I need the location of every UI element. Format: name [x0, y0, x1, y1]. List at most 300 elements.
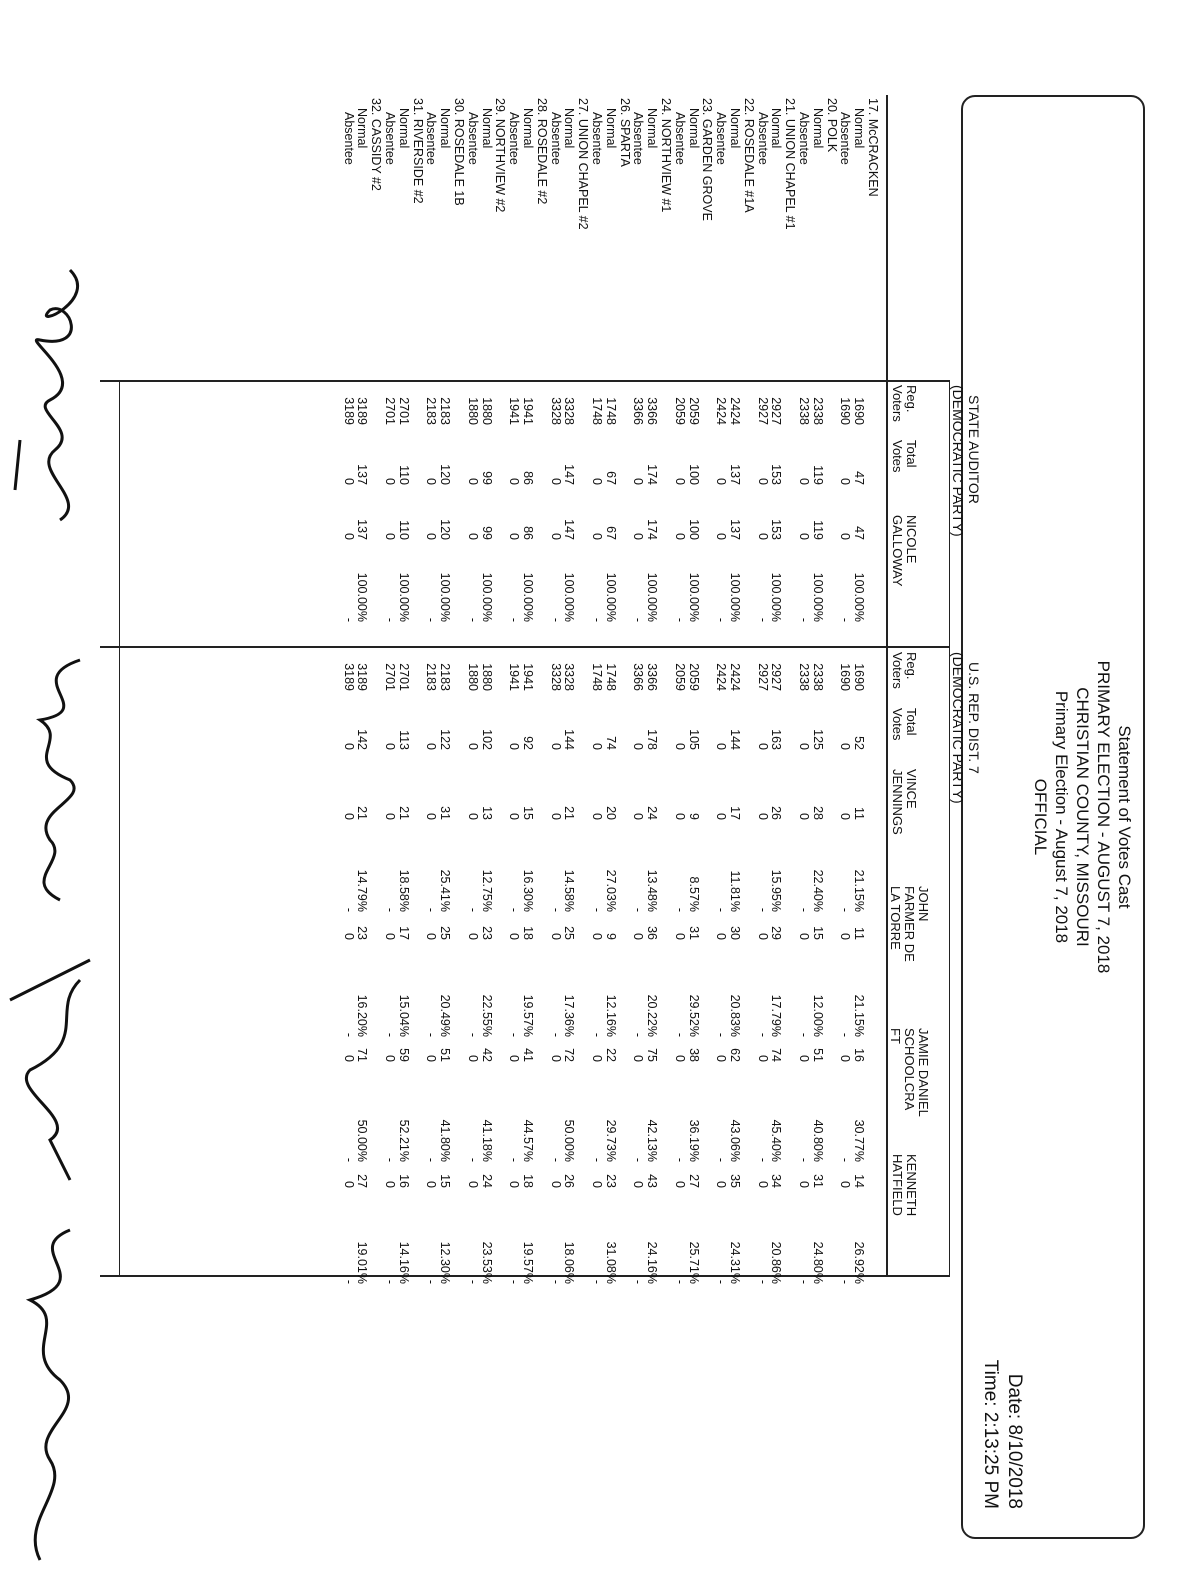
total-votes: 52	[852, 736, 867, 750]
candidate-percent: 17.79%	[769, 994, 784, 1037]
contest2-total-header: Total Votes	[890, 708, 919, 741]
reg-voters: 2338	[797, 397, 811, 425]
total-votes: 102	[479, 729, 494, 750]
reg-voters: 1941	[521, 397, 535, 425]
precinct-name: 24. NORTHVIEW #1	[659, 98, 673, 213]
contest1-reg-header: Reg. Voters	[890, 385, 919, 422]
candidate-votes: 0	[797, 533, 811, 540]
candidate-votes: 0	[507, 813, 522, 820]
candidate-percent: 50.00%	[562, 1119, 577, 1162]
candidate-votes: 0	[755, 933, 770, 940]
candidate-percent: -	[424, 617, 439, 622]
total-votes: 0	[548, 478, 563, 485]
candidate-votes: 17	[396, 926, 411, 940]
total-votes: 120	[438, 464, 453, 485]
candidate-votes: 29	[769, 926, 784, 940]
candidate-percent: -	[465, 1157, 480, 1162]
candidate-percent: 100.00%	[728, 572, 742, 622]
reg-voters: 1748	[603, 663, 618, 691]
precinct-name: 20. POLK	[824, 98, 839, 153]
reg-voters: 2059	[672, 397, 687, 425]
candidate-votes: 0	[755, 1181, 770, 1188]
candidate-percent: 17.36%	[562, 994, 577, 1037]
candidate-percent: 14.58%	[562, 869, 577, 912]
candidate-votes: 0	[672, 1055, 687, 1062]
candidate-votes: 0	[797, 813, 811, 820]
total-votes: 163	[769, 729, 784, 750]
reg-voters: 2059	[686, 397, 701, 425]
candidate-votes: 0	[507, 1055, 522, 1062]
contest2-title: U.S. REP. DIST. 7	[966, 662, 982, 774]
candidate-percent: -	[424, 1032, 439, 1037]
row-type: Absentee	[341, 112, 356, 165]
candidate-percent: -	[797, 907, 811, 912]
candidate-percent: 23.53%	[479, 1241, 494, 1284]
row-type: Normal	[355, 108, 370, 149]
candidate-percent: 21.15%	[852, 869, 867, 912]
candidate-percent: 25.71%	[686, 1241, 701, 1284]
candidate-votes: 0	[548, 1181, 563, 1188]
candidate-votes: 0	[465, 1055, 480, 1062]
candidate-percent: -	[755, 1157, 770, 1162]
total-votes: 0	[672, 478, 687, 485]
reg-voters: 2183	[424, 663, 439, 691]
signature-3	[10, 960, 90, 1180]
candidate-votes: 0	[383, 1181, 397, 1188]
candidate-percent: 22.55%	[479, 994, 494, 1037]
reg-voters: 2701	[383, 397, 397, 425]
candidate-percent: -	[797, 1032, 811, 1037]
candidate-votes: 0	[424, 533, 439, 540]
candidate-percent: -	[631, 617, 646, 622]
reg-voters: 1690	[838, 397, 853, 425]
reg-voters: 1880	[465, 397, 480, 425]
reg-voters: 2338	[810, 663, 825, 691]
header-rule	[886, 95, 888, 1275]
candidate-votes: 0	[714, 533, 729, 540]
total-votes: 0	[424, 478, 439, 485]
reg-voters: 2183	[438, 663, 453, 691]
reg-voters: 2701	[396, 663, 411, 691]
total-votes: 125	[810, 729, 825, 750]
candidate-votes: 0	[797, 1181, 811, 1188]
candidate-votes: 74	[769, 1048, 784, 1062]
contest2-party: (DEMOCRATIC PARTY)	[950, 652, 966, 804]
candidate-votes: 174	[645, 519, 660, 540]
candidate-percent: -	[631, 907, 646, 912]
candidate-percent: 12.16%	[603, 994, 618, 1037]
reg-voters: 1941	[507, 663, 522, 691]
report-title-line: Statement of Votes Cast	[1115, 725, 1134, 909]
contest1-total-header: Total Votes	[890, 440, 919, 473]
row-type: Normal	[645, 108, 660, 149]
candidate-percent: -	[797, 617, 811, 622]
candidate-percent: -	[465, 617, 480, 622]
candidate-votes: 25	[562, 926, 577, 940]
candidate-votes: 18	[521, 1174, 535, 1188]
candidate-header-schoolcraft: JAMIE DANIEL SCHOOLCRA FT	[888, 1028, 931, 1117]
candidate-votes: 51	[438, 1048, 453, 1062]
candidate-votes: 153	[769, 519, 784, 540]
total-votes: 0	[797, 743, 811, 750]
candidate-percent: -	[507, 1157, 522, 1162]
precinct-name: 28. ROSEDALE #2	[534, 98, 549, 205]
row-type: Absentee	[590, 112, 604, 165]
candidate-percent: -	[341, 1032, 356, 1037]
candidate-votes: 20	[603, 806, 618, 820]
reg-voters: 1880	[479, 663, 494, 691]
candidate-votes: 0	[341, 533, 356, 540]
candidate-percent: 25.41%	[438, 869, 453, 912]
candidate-percent: -	[590, 907, 604, 912]
candidate-votes: 0	[672, 933, 687, 940]
candidate-votes: 86	[521, 526, 535, 540]
candidate-votes: 0	[838, 533, 853, 540]
candidate-percent: -	[548, 1157, 563, 1162]
candidate-percent: -	[590, 1157, 604, 1162]
total-votes: 137	[355, 464, 370, 485]
candidate-votes: 0	[383, 933, 397, 940]
candidate-percent: 12.30%	[438, 1241, 453, 1284]
candidate-votes: 0	[424, 813, 439, 820]
row-type: Absentee	[383, 112, 397, 165]
report-title-line: OFFICIAL	[1031, 778, 1050, 856]
total-votes: 144	[562, 729, 577, 750]
candidate-percent: -	[507, 1279, 522, 1284]
reg-voters: 2424	[728, 397, 742, 425]
reg-voters: 2424	[728, 663, 742, 691]
candidate-votes: 0	[590, 813, 604, 820]
total-votes: 0	[341, 478, 356, 485]
total-votes: 99	[479, 471, 494, 485]
candidate-votes: 0	[631, 533, 646, 540]
candidate-votes: 38	[686, 1048, 701, 1062]
candidate-percent: 36.19%	[686, 1119, 701, 1162]
total-votes: 74	[603, 736, 618, 750]
candidate-votes: 0	[631, 1055, 646, 1062]
candidate-votes: 137	[728, 519, 742, 540]
candidate-votes: 137	[355, 519, 370, 540]
candidate-votes: 0	[341, 1055, 356, 1062]
candidate-votes: 24	[479, 1174, 494, 1188]
total-votes: 0	[631, 478, 646, 485]
candidate-percent: 20.49%	[438, 994, 453, 1037]
contest1-party: (DEMOCRATIC PARTY)	[950, 385, 966, 537]
row-type: Normal	[603, 108, 618, 149]
candidate-votes: 15	[521, 806, 535, 820]
candidate-votes: 9	[603, 933, 618, 940]
candidate-percent: 24.16%	[645, 1241, 660, 1284]
candidate-percent: -	[341, 617, 356, 622]
candidate-percent: -	[548, 617, 563, 622]
candidate-percent: 14.16%	[396, 1241, 411, 1284]
total-votes: 0	[714, 478, 729, 485]
candidate-votes: 14	[852, 1174, 867, 1188]
candidate-votes: 31	[686, 926, 701, 940]
candidate-percent: -	[590, 1279, 604, 1284]
candidate-percent: -	[548, 907, 563, 912]
candidate-header-hatfield: KENNETH HATFIELD	[890, 1154, 919, 1217]
total-votes: 105	[686, 729, 701, 750]
candidate-percent: 100.00%	[852, 572, 867, 622]
candidate-votes: 119	[810, 520, 825, 540]
row-type: Normal	[810, 108, 825, 149]
candidate-percent: 24.80%	[810, 1241, 825, 1284]
reg-voters: 1748	[590, 397, 604, 425]
reg-voters: 2927	[769, 397, 784, 425]
candidate-votes: 0	[714, 813, 729, 820]
candidate-percent: 100.00%	[521, 572, 535, 622]
total-votes: 0	[507, 743, 522, 750]
candidate-votes: 23	[603, 1174, 618, 1188]
candidate-votes: 21	[396, 806, 411, 820]
row-type: Normal	[562, 108, 577, 149]
candidate-votes: 100	[686, 519, 701, 540]
candidate-votes: 21	[562, 806, 577, 820]
candidate-percent: 50.00%	[355, 1119, 370, 1162]
candidate-votes: 35	[728, 1174, 742, 1188]
candidate-percent: -	[797, 1157, 811, 1162]
candidate-percent: -	[714, 1157, 729, 1162]
candidate-votes: 72	[562, 1048, 577, 1062]
rule-bottom	[119, 380, 120, 1276]
candidate-header-latorre: JOHN FARMER DE LA TORRE	[888, 886, 931, 962]
total-votes: 137	[728, 464, 742, 485]
candidate-votes: 110	[396, 520, 411, 540]
total-votes: 0	[424, 743, 439, 750]
candidate-votes: 0	[341, 1181, 356, 1188]
candidate-votes: 15	[810, 926, 825, 940]
total-votes: 119	[810, 465, 825, 485]
candidate-percent: -	[714, 617, 729, 622]
signature-4	[30, 1230, 70, 1560]
candidate-percent: 13.48%	[645, 869, 660, 912]
candidate-votes: 31	[810, 1174, 825, 1188]
row-type: Normal	[852, 108, 867, 149]
reg-voters: 3366	[631, 663, 646, 691]
candidate-percent: -	[507, 1032, 522, 1037]
candidate-votes: 42	[479, 1048, 494, 1062]
row-type: Absentee	[838, 112, 853, 165]
reg-voters: 1880	[479, 397, 494, 425]
candidate-votes: 99	[479, 526, 494, 540]
candidate-percent: -	[383, 907, 397, 912]
precinct-name: 32. CASSIDY #2	[369, 98, 384, 191]
row-type: Normal	[728, 108, 742, 149]
candidate-percent: 100.00%	[438, 572, 453, 622]
total-votes: 0	[341, 743, 356, 750]
total-votes: 153	[769, 464, 784, 485]
candidate-percent: 100.00%	[355, 572, 370, 622]
rule-h2	[949, 646, 950, 1276]
candidate-votes: 47	[852, 526, 867, 540]
row-type: Normal	[769, 108, 784, 149]
candidate-votes: 26	[562, 1174, 577, 1188]
report-title-line: CHRISTIAN COUNTY, MISSOURI	[1073, 687, 1092, 947]
candidate-votes: 0	[507, 933, 522, 940]
total-votes: 0	[548, 743, 563, 750]
total-votes: 0	[590, 478, 604, 485]
candidate-votes: 71	[355, 1048, 370, 1062]
candidate-percent: -	[631, 1032, 646, 1037]
reg-voters: 3328	[548, 397, 563, 425]
candidate-votes: 0	[714, 1181, 729, 1188]
candidate-percent: 8.57%	[686, 876, 701, 912]
total-votes: 0	[465, 478, 480, 485]
candidate-votes: 25	[438, 926, 453, 940]
candidate-votes: 59	[396, 1048, 411, 1062]
reg-voters: 3366	[645, 663, 660, 691]
candidate-votes: 13	[479, 806, 494, 820]
candidate-percent: 29.52%	[686, 994, 701, 1037]
reg-voters: 3328	[562, 663, 577, 691]
reg-voters: 3189	[355, 663, 370, 691]
candidate-votes: 0	[755, 533, 770, 540]
reg-voters: 3328	[562, 397, 577, 425]
candidate-percent: -	[672, 1279, 687, 1284]
candidate-percent: -	[672, 1157, 687, 1162]
candidate-votes: 0	[341, 933, 356, 940]
total-votes: 0	[755, 478, 770, 485]
candidate-percent: 100.00%	[562, 572, 577, 622]
candidate-percent: 30.77%	[852, 1119, 867, 1162]
candidate-votes: 16	[852, 1048, 867, 1062]
candidate-header-jennings: VINCE JENNINGS	[890, 769, 919, 835]
candidate-percent: 27.03%	[603, 869, 618, 912]
candidate-votes: 11	[852, 807, 867, 820]
candidate-votes: 24	[645, 806, 660, 820]
candidate-votes: 28	[810, 806, 825, 820]
candidate-votes: 0	[672, 533, 687, 540]
contest1-candidate-header: NICOLE GALLOWAY	[890, 515, 919, 587]
candidate-percent: -	[838, 1032, 853, 1037]
candidate-percent: -	[383, 1032, 397, 1037]
total-votes: 47	[852, 471, 867, 485]
candidate-votes: 0	[838, 933, 853, 940]
total-votes: 0	[838, 478, 853, 485]
candidate-votes: 0	[465, 533, 480, 540]
reg-voters: 1880	[465, 663, 480, 691]
candidate-percent: -	[383, 1157, 397, 1162]
candidate-percent: 100.00%	[810, 572, 825, 622]
reg-voters: 2183	[424, 397, 439, 425]
candidate-percent: -	[548, 1279, 563, 1284]
candidate-votes: 23	[355, 926, 370, 940]
candidate-percent: -	[465, 1032, 480, 1037]
candidate-votes: 0	[755, 813, 770, 820]
reg-voters: 1941	[521, 663, 535, 691]
candidate-percent: 52.21%	[396, 1119, 411, 1162]
candidate-percent: -	[424, 1279, 439, 1284]
candidate-percent: -	[838, 617, 853, 622]
candidate-votes: 17	[728, 806, 742, 820]
total-votes: 147	[562, 464, 577, 485]
candidate-percent: -	[714, 1032, 729, 1037]
candidate-votes: 0	[383, 533, 397, 540]
candidate-percent: 15.04%	[396, 994, 411, 1037]
candidate-percent: 40.80%	[810, 1119, 825, 1162]
total-votes: 0	[631, 743, 646, 750]
precinct-name: 17. McCRACKEN	[866, 98, 880, 197]
row-type: Normal	[686, 108, 701, 149]
candidate-percent: 41.80%	[438, 1119, 453, 1162]
candidate-votes: 0	[838, 1181, 853, 1188]
candidate-percent: -	[383, 617, 397, 622]
candidate-votes: 0	[631, 933, 646, 940]
contest2-reg-header: Reg. Voters	[890, 652, 919, 689]
candidate-percent: 43.06%	[728, 1119, 742, 1162]
reg-voters: 1748	[590, 663, 604, 691]
precinct-name: 22. ROSEDALE #1A	[741, 98, 756, 213]
candidate-votes: 18	[521, 926, 535, 940]
candidate-votes: 67	[603, 526, 618, 540]
candidate-percent: 16.20%	[355, 994, 370, 1037]
candidate-votes: 0	[548, 533, 563, 540]
row-type: Absentee	[465, 112, 480, 165]
candidate-votes: 0	[590, 1181, 604, 1188]
candidate-votes: 0	[714, 933, 729, 940]
total-votes: 142	[355, 729, 370, 750]
total-votes: 0	[672, 743, 687, 750]
report-date: Date: 8/10/2018	[1004, 1373, 1025, 1509]
candidate-percent: -	[590, 1032, 604, 1037]
candidate-percent: 18.06%	[562, 1241, 577, 1284]
precinct-name: 21. UNION CHAPEL #1	[783, 98, 798, 230]
precinct-name: 30. ROSEDALE 1B	[452, 98, 466, 206]
reg-voters: 3366	[645, 397, 660, 425]
reg-voters: 1690	[838, 663, 853, 691]
candidate-votes: 0	[714, 1055, 729, 1062]
candidate-percent: -	[631, 1157, 646, 1162]
candidate-percent: -	[548, 1032, 563, 1037]
candidate-votes: 27	[355, 1174, 370, 1188]
reg-voters: 2183	[438, 397, 453, 425]
precinct-name: 29. NORTHVIEW #2	[493, 98, 508, 213]
candidate-votes: 0	[507, 533, 522, 540]
candidate-votes: 0	[797, 1055, 811, 1062]
candidate-percent: 19.57%	[521, 1241, 535, 1284]
candidate-percent: 22.40%	[810, 869, 825, 912]
candidate-votes: 9	[686, 813, 701, 820]
contest1-title: STATE AUDITOR	[966, 395, 982, 504]
total-votes: 92	[521, 736, 535, 750]
candidate-votes: 0	[838, 1055, 853, 1062]
signature-2	[40, 660, 80, 900]
reg-voters: 1748	[603, 397, 618, 425]
candidate-votes: 27	[686, 1174, 701, 1188]
candidate-votes: 0	[590, 933, 604, 940]
row-type: Absentee	[424, 112, 439, 165]
candidate-percent: 20.86%	[769, 1241, 784, 1284]
reg-voters: 3189	[341, 663, 356, 691]
candidate-percent: 19.57%	[521, 994, 535, 1037]
total-votes: 0	[383, 743, 397, 750]
reg-voters: 2701	[396, 397, 411, 425]
candidate-percent: -	[465, 1279, 480, 1284]
candidate-percent: -	[672, 617, 687, 622]
candidate-votes: 0	[424, 1181, 439, 1188]
row-type: Normal	[438, 108, 453, 149]
reg-voters: 2927	[769, 663, 784, 691]
total-votes: 0	[714, 743, 729, 750]
candidate-percent: 20.83%	[728, 994, 742, 1037]
total-votes: 86	[521, 471, 535, 485]
candidate-votes: 0	[631, 1181, 646, 1188]
row-type: Normal	[521, 108, 535, 149]
candidate-percent: -	[714, 1279, 729, 1284]
precinct-name: 23. GARDEN GROVE	[700, 98, 715, 221]
candidate-votes: 0	[631, 813, 646, 820]
